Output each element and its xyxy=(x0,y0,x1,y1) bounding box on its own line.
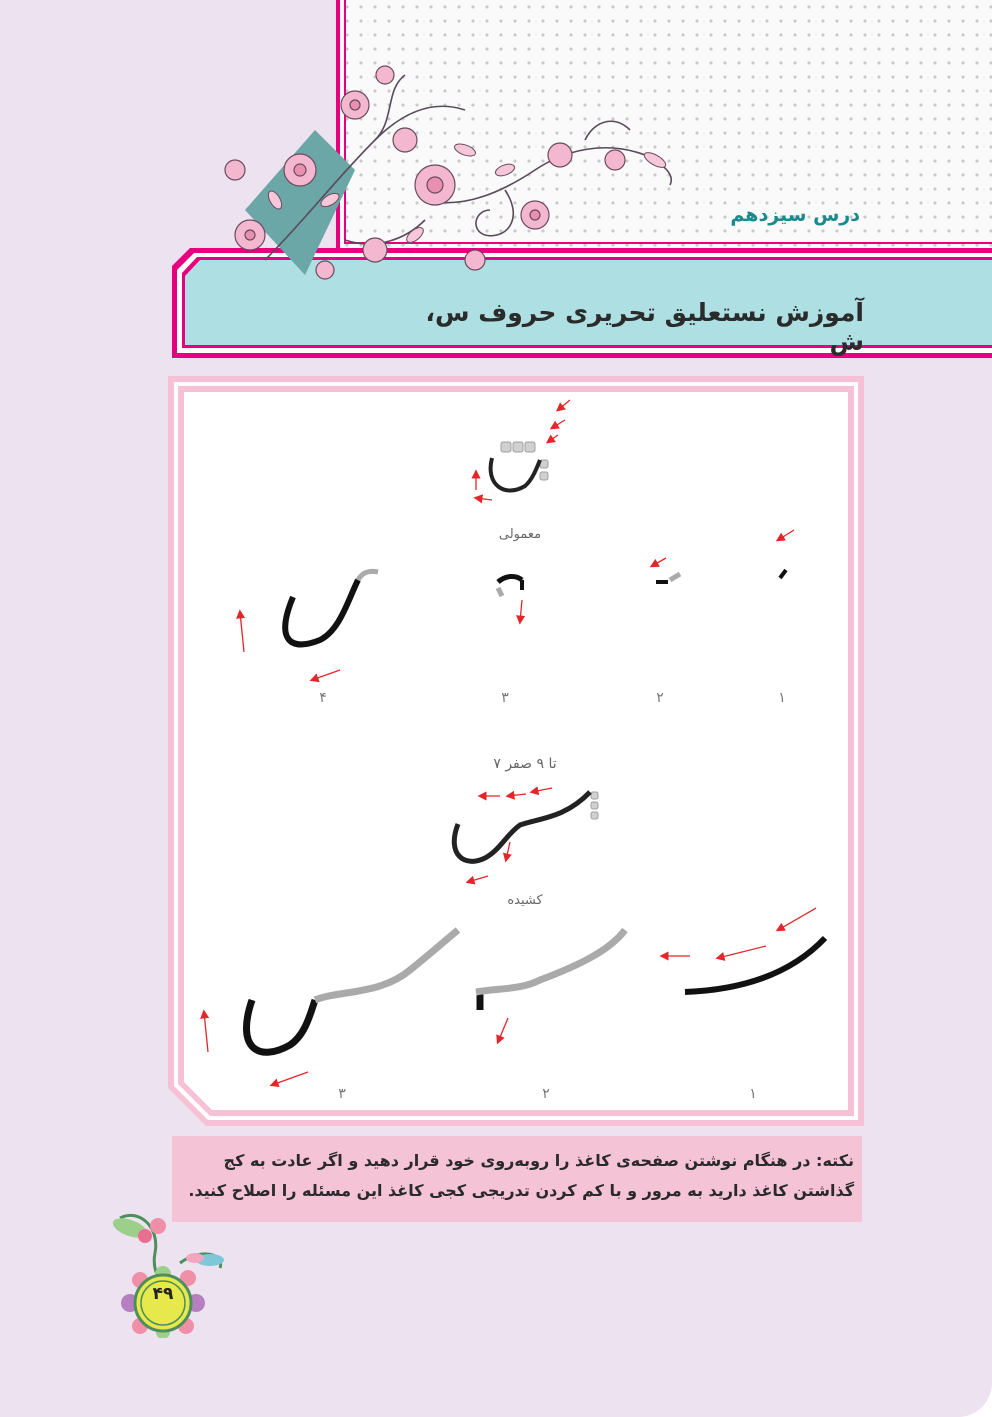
floral-ornament-icon xyxy=(205,60,685,300)
note-line: نکته: در هنگام نوشتن صفحه‌ی کاغذ را روبه‌روی خود قرار دهید و اگر عادت به کج xyxy=(223,1151,854,1170)
lesson-title: آموزش نستعلیق تحریری حروف س، ش xyxy=(425,298,864,356)
extended-step-number: ۳ xyxy=(338,1086,346,1102)
regular-stroke-steps xyxy=(285,570,786,644)
extended-stroke-steps xyxy=(246,930,825,1052)
regular-step-number: ۴ xyxy=(319,690,327,706)
flower-page-badge-icon xyxy=(100,1208,230,1338)
regular-step-number: ۱ xyxy=(778,690,786,706)
demo-sin-extended xyxy=(454,792,590,861)
page-number: ۴۹ xyxy=(152,1284,174,1304)
regular-step-number: ۳ xyxy=(501,690,509,706)
extended-step-number: ۱ xyxy=(749,1086,757,1102)
stroke-direction-arrow-icon xyxy=(558,400,570,410)
caption-extended-glyph: کشیده xyxy=(507,893,543,908)
extended-step-number: ۲ xyxy=(542,1086,550,1102)
caption-regular-glyph: معمولی xyxy=(498,527,542,542)
regular-step-number: ۲ xyxy=(656,690,664,706)
note-text xyxy=(186,1146,854,1206)
demo-sin-regular xyxy=(491,458,540,490)
calligraphy-illustrations xyxy=(180,390,860,1110)
note-line: گذاشتن کاغذ دارید به مرور و با کم کردن تدریجی کجی کاغذ این مسئله را اصلاح کنید. xyxy=(188,1181,854,1200)
lesson-label: درس سیزدهم xyxy=(730,204,860,226)
width-note: ۷ تا ۹ صفر xyxy=(493,756,557,772)
